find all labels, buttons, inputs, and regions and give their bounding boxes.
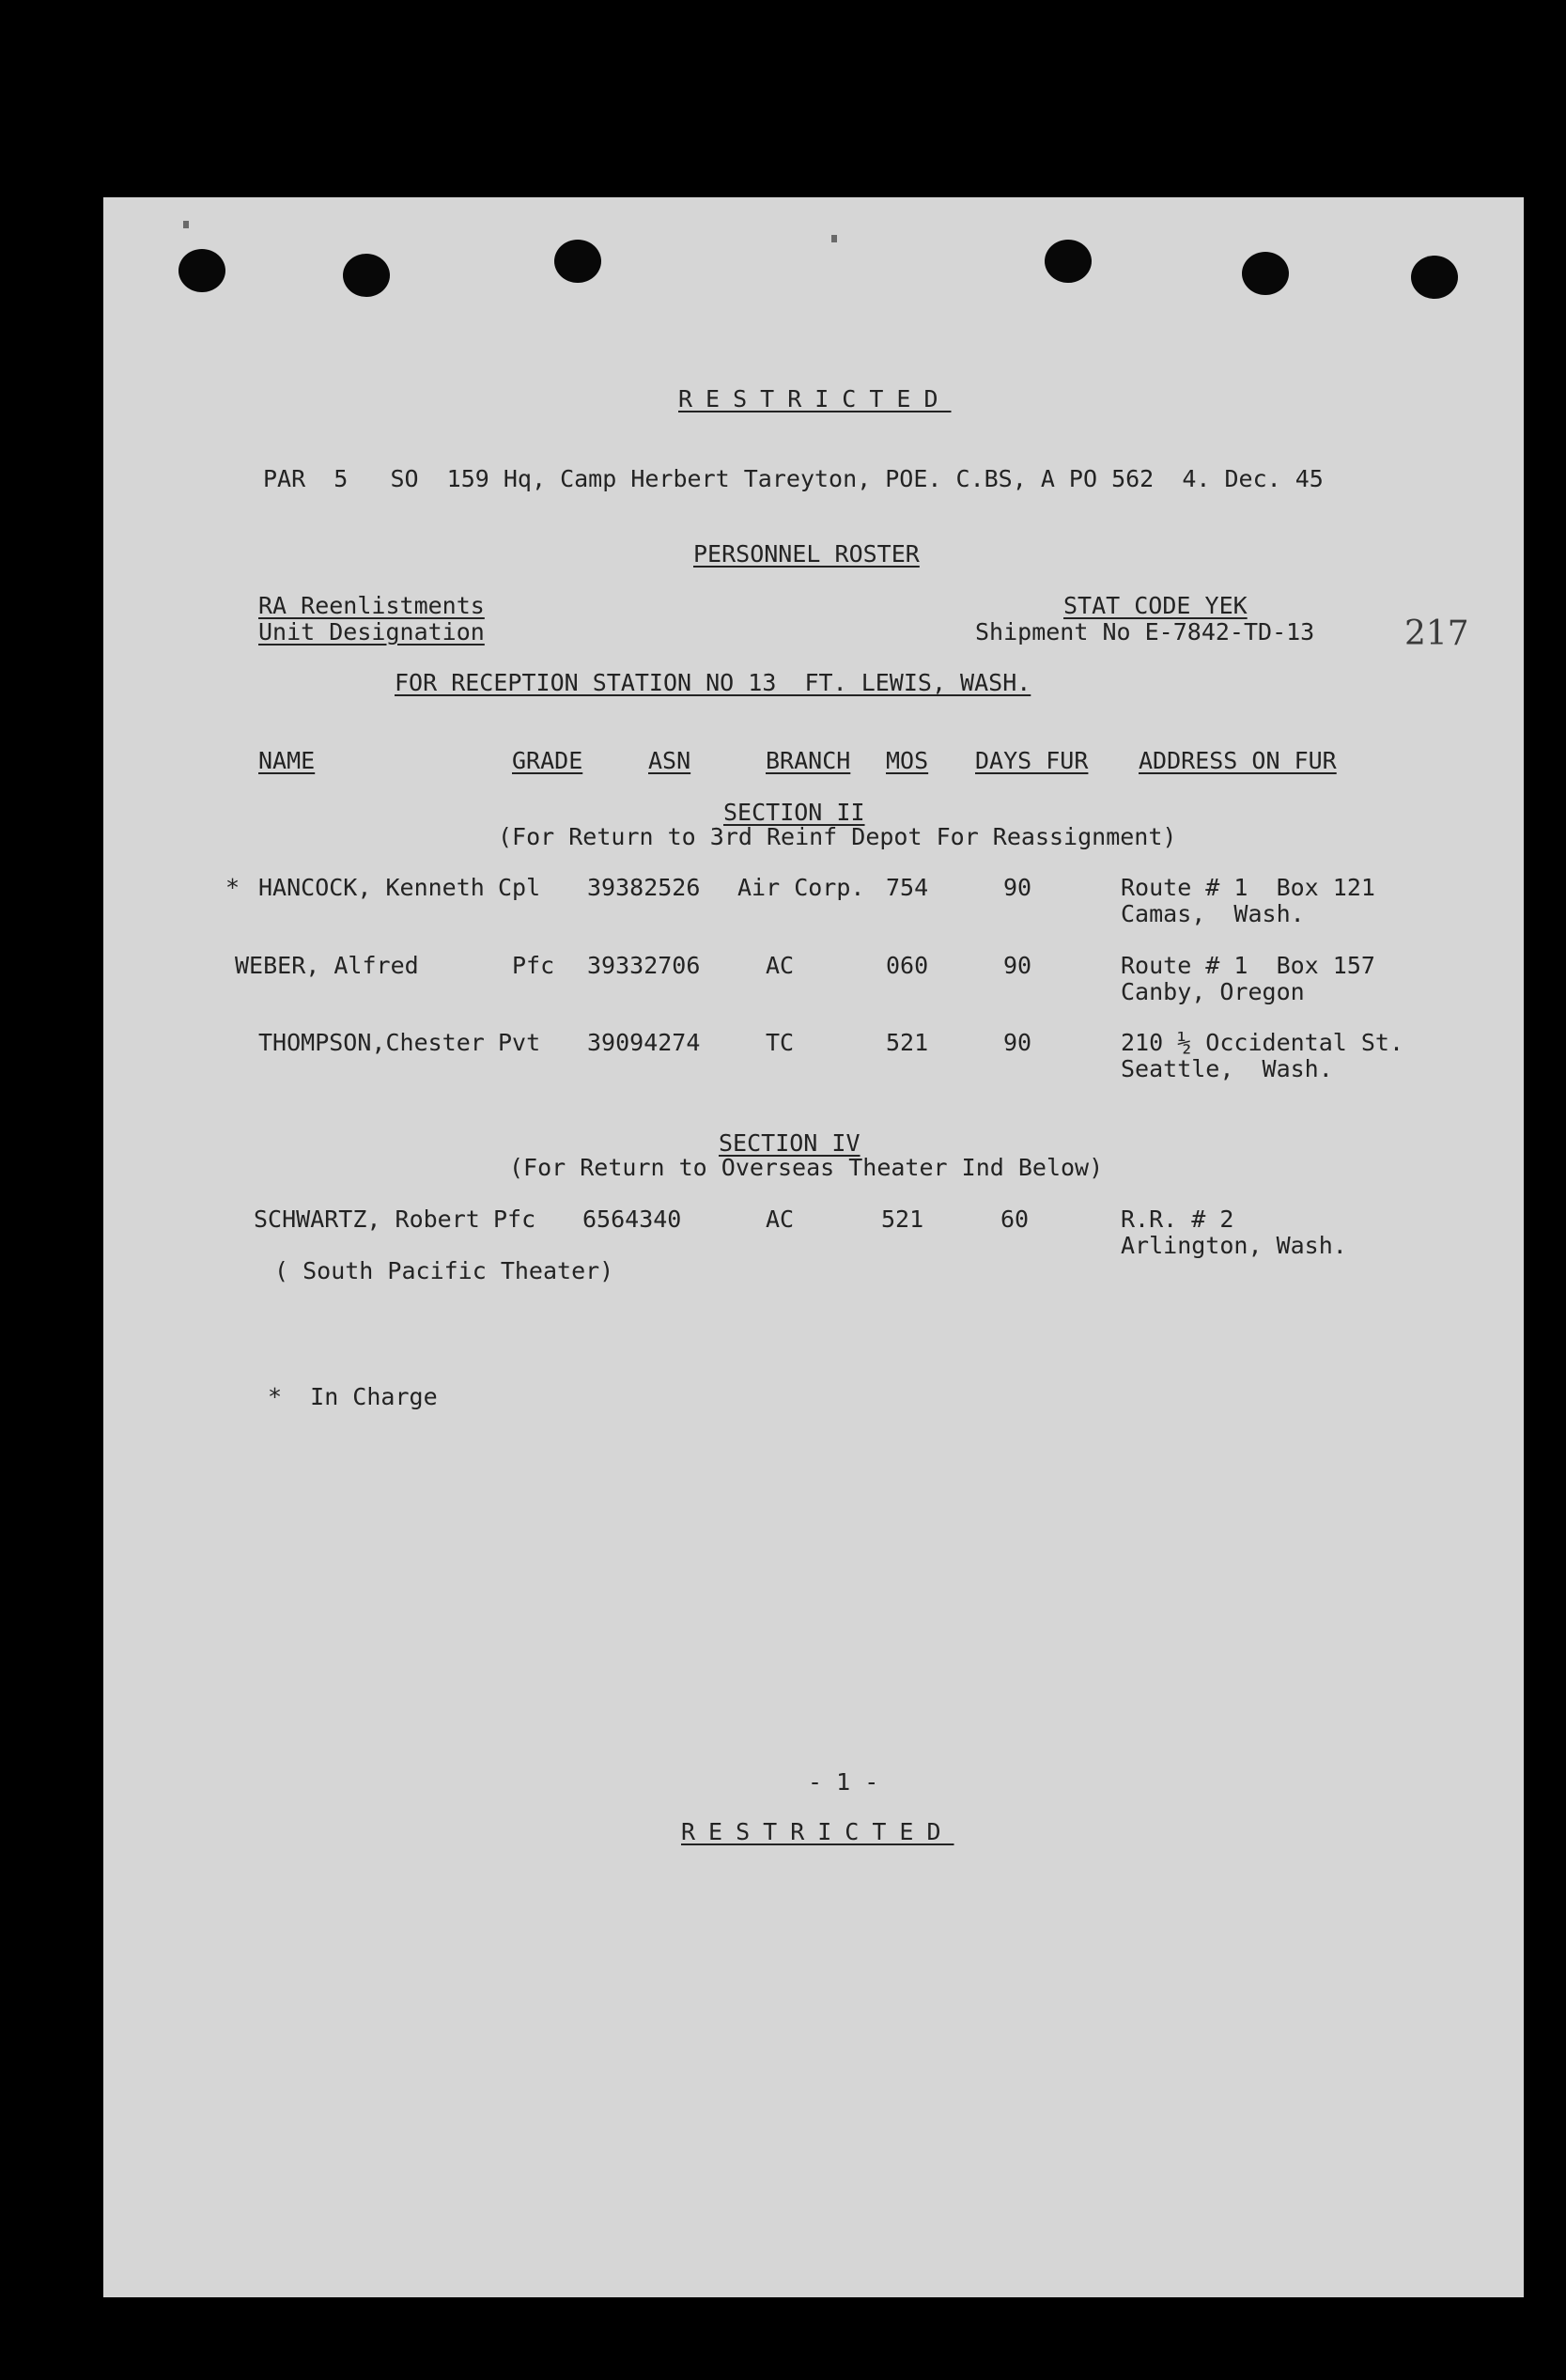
row-asn: 6564340 <box>582 1206 682 1233</box>
row-grade: Cpl <box>498 874 541 901</box>
row-name: HANCOCK, Kenneth <box>258 874 485 901</box>
section-title: SECTION II <box>723 799 865 826</box>
punch-hole <box>343 254 390 297</box>
col-days-fur: DAYS FUR <box>975 747 1089 774</box>
classification-top: RESTRICTED <box>678 385 952 412</box>
row-address-2: Camas, Wash. <box>1121 900 1305 927</box>
col-grade: GRADE <box>512 747 583 774</box>
unit-line-1: RA Reenlistments <box>258 592 485 619</box>
row-address-2: Arlington, Wash. <box>1121 1232 1347 1259</box>
row-grade: Pvt <box>498 1029 541 1056</box>
row-mos: 754 <box>886 874 929 901</box>
col-asn: ASN <box>648 747 691 774</box>
row-name: SCHWARTZ, Robert <box>254 1206 480 1233</box>
row-mos: 060 <box>886 952 929 979</box>
in-charge-marker: * <box>225 874 240 901</box>
stray-mark <box>831 235 837 242</box>
page-stamp: 217 <box>1404 614 1469 653</box>
col-name: NAME <box>258 747 316 774</box>
punch-hole <box>1242 252 1289 295</box>
row-branch: AC <box>766 952 795 979</box>
section-subtitle: (For Return to 3rd Reinf Depot For Reassignment) <box>498 823 1177 850</box>
row-address-2: Seattle, Wash. <box>1121 1055 1333 1082</box>
document-title: PERSONNEL ROSTER <box>693 540 920 568</box>
row-address-1: R.R. # 2 <box>1121 1206 1234 1233</box>
punch-hole <box>178 249 225 292</box>
row-mos: 521 <box>881 1206 924 1233</box>
row-name: WEBER, Alfred <box>235 952 419 979</box>
row-asn: 39382526 <box>587 874 701 901</box>
row-asn: 39332706 <box>587 952 701 979</box>
reception-station: FOR RECEPTION STATION NO 13 FT. LEWIS, WASH. <box>395 669 1031 696</box>
col-branch: BRANCH <box>766 747 851 774</box>
document-page <box>103 197 1524 2297</box>
shipment-number: Shipment No E-7842-TD-13 <box>975 618 1315 646</box>
row-grade: Pfc <box>512 952 555 979</box>
order-line: PAR 5 SO 159 Hq, Camp Herbert Tareyton, POE. C.BS, A PO 562 4. Dec. 45 <box>263 465 1324 492</box>
section-subtitle: (For Return to Overseas Theater Ind Below) <box>509 1154 1104 1181</box>
stat-code: STAT CODE YEK <box>1063 592 1248 619</box>
page-number: - 1 - <box>808 1768 879 1796</box>
row-address-1: Route # 1 Box 157 <box>1121 952 1375 979</box>
unit-line-2: Unit Designation <box>258 618 485 646</box>
col-address: ADDRESS ON FUR <box>1139 747 1337 774</box>
row-days: 90 <box>1003 874 1032 901</box>
row-branch: TC <box>766 1029 795 1056</box>
row-days: 90 <box>1003 1029 1032 1056</box>
classification-bottom: RESTRICTED <box>681 1818 954 1845</box>
row-branch: AC <box>766 1206 795 1233</box>
row-days: 90 <box>1003 952 1032 979</box>
punch-hole <box>1411 256 1458 299</box>
row-address-1: Route # 1 Box 121 <box>1121 874 1375 901</box>
row-asn: 39094274 <box>587 1029 701 1056</box>
section-title: SECTION IV <box>719 1129 861 1157</box>
row-days: 60 <box>1000 1206 1030 1233</box>
col-mos: MOS <box>886 747 929 774</box>
row-address-2: Canby, Oregon <box>1121 978 1305 1005</box>
row-mos: 521 <box>886 1029 929 1056</box>
theater-note: ( South Pacific Theater) <box>274 1257 614 1284</box>
row-address-1: 210 ½ Occidental St. <box>1121 1029 1404 1056</box>
stray-mark <box>183 221 189 228</box>
row-branch: Air Corp. <box>737 874 865 901</box>
row-grade: Pfc <box>493 1206 536 1233</box>
punch-hole <box>1045 240 1092 283</box>
footnote: * In Charge <box>268 1383 438 1410</box>
punch-hole <box>554 240 601 283</box>
row-name: THOMPSON,Chester <box>258 1029 485 1056</box>
